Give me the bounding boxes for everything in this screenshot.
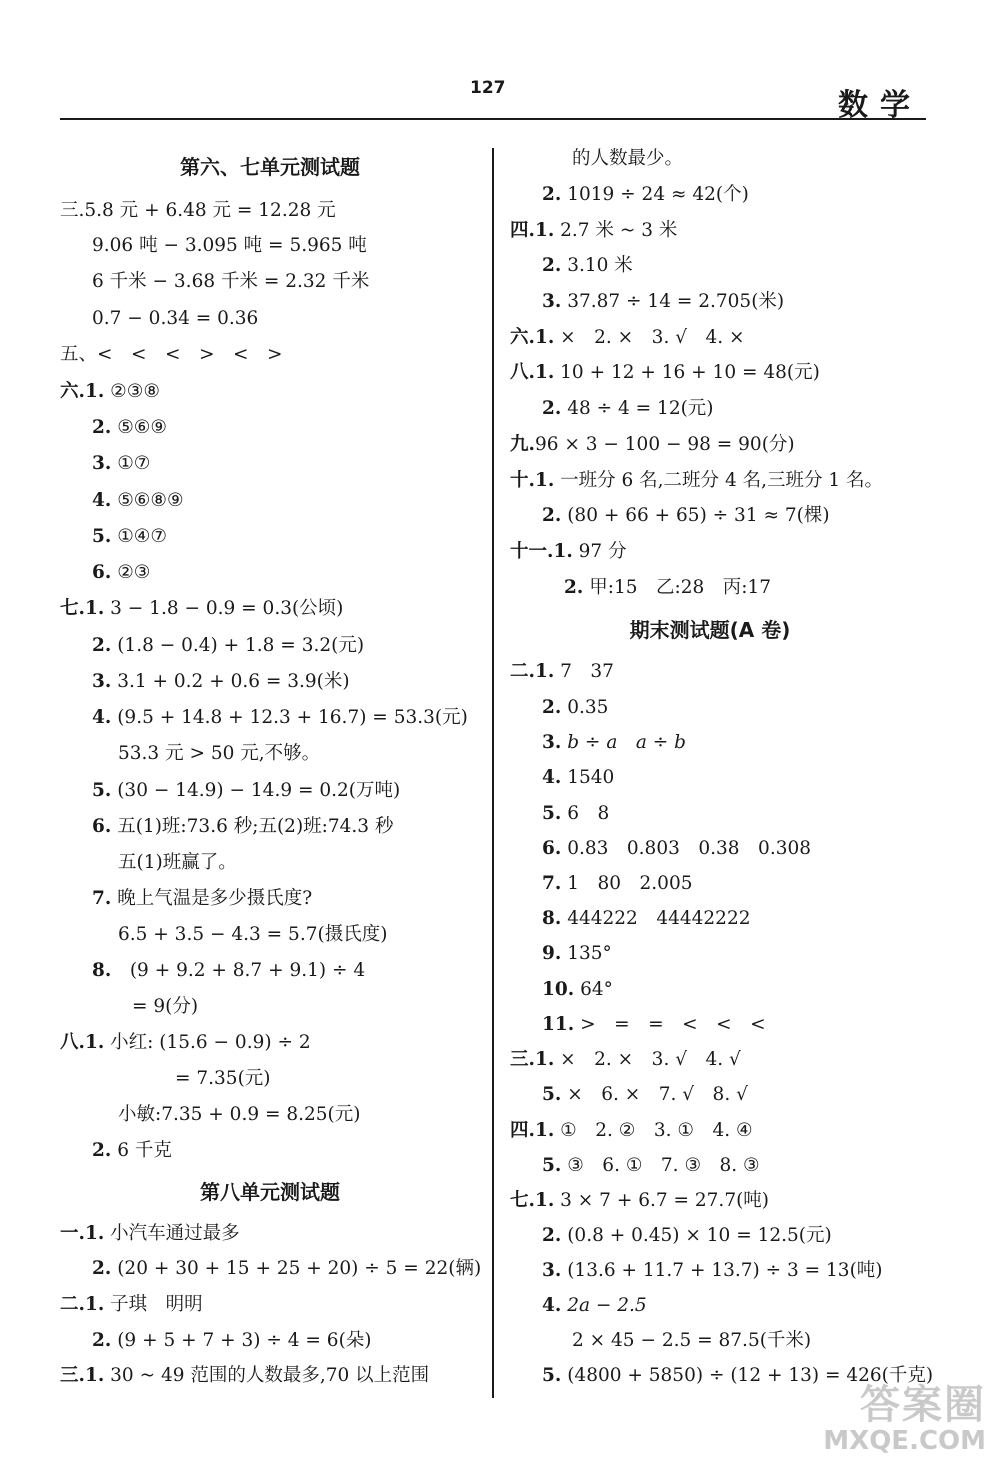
answer-line [510,361,820,385]
answer-line [60,1364,429,1388]
item-text: ③ 6. ① 7. ③ 8. ③ [561,1155,760,1176]
item-number: 三.1. [510,1049,555,1070]
answer-line [92,815,393,839]
answer-line: 6.5 + 3.5 − 4.3 = 5.7(摄氏度) [118,924,388,945]
answer-line [542,978,613,1002]
item-text: 小汽车通过最多 [104,1223,240,1244]
page-number: 127 [470,78,506,98]
answer-line [92,634,364,658]
answer-line [60,1031,311,1055]
item-text: ⑤⑥⑧⑨ [111,490,184,511]
item-number: 9. [542,943,562,964]
answer-line [92,525,167,549]
subject-title: 数学 [838,88,922,123]
answer-line: 三.5.8 元 + 6.48 元 = 12.28 元 [60,200,336,221]
header-rule [60,118,926,120]
answer-line [92,1329,372,1353]
item-number: 十.1. [510,470,555,491]
item-number: 2. [542,505,562,526]
answer-line [542,1224,832,1248]
item-number: 6. [542,838,562,859]
answer-line [542,254,633,278]
item-number: 5. [92,780,112,801]
item-text: (4800 + 5850) ÷ (12 + 13) = 426(千克) [561,1365,934,1386]
answer-line [92,416,167,440]
item-text: 五(1)班:73.6 秒;五(2)班:74.3 秒 [111,816,394,837]
item-text: 3 × 7 + 6.7 = 27.7(吨) [554,1190,770,1211]
item-text: 1019 ÷ 24 ≈ 42(个) [561,184,749,205]
item-number: 九. [510,434,535,455]
item-number: 5. [542,1084,562,1105]
item-number: 4. [542,767,562,788]
item-number: 十一.1. [510,541,573,562]
item-number: 2. [92,1330,112,1351]
answer-line [92,779,400,803]
item-text: (20 + 30 + 15 + 25 + 20) ÷ 5 = 22(辆) [111,1258,482,1279]
item-number: 8. [92,960,112,981]
answer-line [510,1119,753,1143]
item-text: ②③⑧ [104,381,160,402]
item-text: (30 − 14.9) − 14.9 = 0.2(万吨) [111,780,401,801]
item-text: 小红: (15.6 − 0.9) ÷ 2 [104,1032,311,1053]
answer-line [542,1013,766,1037]
item-number: 5. [542,1365,562,1386]
answer-line [542,907,751,931]
item-text: (9.5 + 14.8 + 12.3 + 16.7) = 53.3(元) [111,707,468,728]
answer-line [542,696,608,720]
item-number: 2. [542,1225,562,1246]
answer-line [510,469,883,493]
item-text: ⑤⑥⑨ [111,417,167,438]
item-text: 30 ~ 49 范围的人数最多,70 以上范围 [104,1365,430,1386]
answer-line [510,1189,769,1213]
item-number: 6. [92,816,112,837]
answer-line [542,942,612,966]
section-title: 第六、七单元测试题 [180,155,360,179]
item-number: 2. [92,1140,112,1161]
item-number: 8. [542,908,562,929]
answer-line [92,1139,172,1163]
answer-line [510,660,614,684]
item-text: (1.8 − 0.4) + 1.8 = 3.2(元) [111,635,365,656]
item-text: 一班分 6 名,二班分 4 名,三班分 1 名。 [554,470,884,491]
item-number: 二.1. [60,1294,105,1315]
item-text: 37.87 ÷ 14 = 2.705(米) [561,291,785,312]
item-text: 6 8 [561,803,610,824]
answer-line [92,561,150,585]
answer-line [542,1154,760,1178]
item-number: 5. [542,1155,562,1176]
answer-line [92,959,365,983]
item-text: 135° [561,943,612,964]
item-number: 2. [92,1258,112,1279]
item-number: 六.1. [510,327,555,348]
item-number: 6. [92,562,112,583]
item-text: (9 + 9.2 + 8.7 + 9.1) ÷ 4 [111,960,366,981]
item-text: 2.7 米 ~ 3 米 [554,220,678,241]
item-number: 7. [92,888,112,909]
answer-line: 的人数最少。 [572,148,684,169]
answer-line [60,597,343,621]
item-number: 四.1. [510,1120,555,1141]
section-title: 第八单元测试题 [200,1180,340,1204]
item-text: b ÷ a a ÷ b [561,732,686,753]
answer-line [542,731,686,755]
answer-line: 6 千米 − 3.68 千米 = 2.32 千米 [92,271,370,292]
item-text: 子琪 明明 [104,1294,203,1315]
item-text: ①⑦ [111,453,151,474]
answer-line: = 7.35(元) [175,1068,271,1089]
item-number: 5. [542,803,562,824]
item-number: 2. [564,577,584,598]
answer-line [542,872,692,896]
watermark [823,1383,986,1455]
page-header [0,0,1000,125]
answer-line [60,1222,240,1246]
answer-line [60,1293,203,1317]
answer-line: 53.3 元 > 50 元,不够。 [118,743,321,764]
item-text: 甲:15 乙:28 丙:17 [583,577,772,598]
item-text: (0.8 + 0.45) × 10 = 12.5(元) [561,1225,832,1246]
answer-line [542,397,714,421]
item-number: 4. [542,1295,562,1316]
item-text: 晚上气温是多少摄氏度? [111,888,313,909]
column-divider [492,148,494,1398]
item-text: ① 2. ② 3. ① 4. ④ [554,1120,753,1141]
item-number: 10. [542,979,575,1000]
watermark-logo-text: 答案圈 [860,1382,986,1428]
answer-line: = 9(分) [132,996,199,1017]
answer-line [542,183,749,207]
item-text: 48 ÷ 4 = 12(元) [561,398,714,419]
answer-line: 0.7 − 0.34 = 0.36 [92,308,259,329]
item-number: 11. [542,1014,575,1035]
item-number: 八.1. [510,362,555,383]
answer-line [92,489,184,513]
item-text: 10 + 12 + 16 + 10 = 48(元) [554,362,820,383]
watermark-url: MXQE.COM [823,1426,986,1456]
item-text: × 2. × 3. √ 4. √ [554,1049,741,1070]
item-number: 2. [542,398,562,419]
item-number: 3. [92,453,112,474]
answer-line [542,766,614,790]
answer-line: 五(1)班赢了。 [118,852,237,873]
item-text: 64° [574,979,613,1000]
item-text: 1540 [561,767,615,788]
item-number: 七.1. [60,598,105,619]
item-text: 96 × 3 − 100 − 98 = 90(分) [534,434,795,455]
answer-line: 2 × 45 − 2.5 = 87.5(千米) [572,1330,812,1351]
item-number: 4. [92,490,112,511]
item-number: 2. [92,635,112,656]
item-number: 一.1. [60,1223,105,1244]
item-text: ①④⑦ [111,526,167,547]
item-text: 0.35 [561,697,609,718]
answer-line [542,837,811,861]
answer-line [542,802,609,826]
item-text: 1 80 2.005 [561,873,693,894]
item-text: 97 分 [572,541,627,562]
item-number: 四.1. [510,220,555,241]
item-text: (9 + 5 + 7 + 3) ÷ 4 = 6(朵) [111,1330,372,1351]
answer-line [510,433,795,457]
item-text: 444222 44442222 [561,908,751,929]
item-number: 八.1. [60,1032,105,1053]
item-number: 3. [542,732,562,753]
answer-line [60,380,160,404]
item-number: 七.1. [510,1190,555,1211]
answer-line [542,290,784,314]
item-number: 2. [542,697,562,718]
item-number: 2. [542,255,562,276]
answer-line [542,504,830,528]
answer-line [510,326,745,350]
answer-line: 9.06 吨 − 3.095 吨 = 5.965 吨 [92,235,367,256]
answer-line [510,1048,741,1072]
item-number: 六.1. [60,381,105,402]
item-text: × 2. × 3. √ 4. × [554,327,745,348]
item-number: 2. [542,184,562,205]
section-title: 期末测试题(A 卷) [629,618,791,642]
item-text: 2a − 2.5 [561,1295,647,1316]
item-text: 3.10 米 [561,255,633,276]
answer-line [510,540,627,564]
answer-line [542,1083,748,1107]
answer-line [92,706,468,730]
item-text: 7 37 [554,661,614,682]
answer-line [92,887,312,911]
item-text: 3.1 + 0.2 + 0.6 = 3.9(米) [111,671,350,692]
item-text: 0.83 0.803 0.38 0.308 [561,838,812,859]
item-number: 5. [92,526,112,547]
answer-line: 小敏:7.35 + 0.9 = 8.25(元) [118,1104,361,1125]
answer-line [92,1257,481,1281]
item-number: 7. [542,873,562,894]
item-text: > = = < < < [574,1014,766,1035]
answer-line [510,219,677,243]
item-number: 4. [92,707,112,728]
answer-line [92,670,350,694]
item-text: × 6. × 7. √ 8. √ [561,1084,748,1105]
item-number: 3. [542,291,562,312]
item-number: 二.1. [510,661,555,682]
item-text: (80 + 66 + 65) ÷ 31 ≈ 7(棵) [561,505,830,526]
item-text: 3 − 1.8 − 0.9 = 0.3(公顷) [104,598,344,619]
item-number: 三.1. [60,1365,105,1386]
answer-line [564,576,771,600]
item-text: ②③ [111,562,151,583]
item-text: 6 千克 [111,1140,172,1161]
answer-line [542,1294,647,1318]
item-text: (13.6 + 11.7 + 13.7) ÷ 3 = 13(吨) [561,1260,883,1281]
item-number: 3. [92,671,112,692]
item-number: 3. [542,1260,562,1281]
answer-line [92,452,150,476]
item-number: 2. [92,417,112,438]
answer-line [542,1259,883,1283]
answer-line: 五、< < < > < > [60,344,283,365]
